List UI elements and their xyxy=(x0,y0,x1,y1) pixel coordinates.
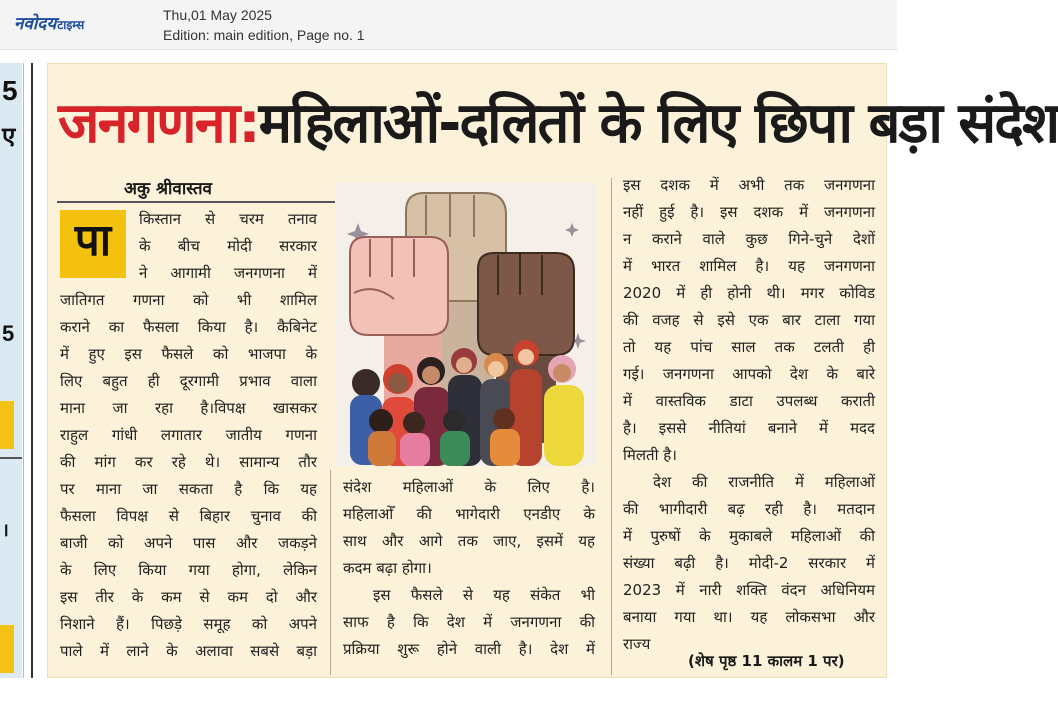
byline-rule xyxy=(57,201,335,203)
text-line: ने आगामी जनगणना में xyxy=(139,264,317,282)
adjacent-article-background xyxy=(0,63,22,678)
raised-fists-illustration xyxy=(336,183,595,466)
text-line: गई। जनगणना आपको देश के बारे xyxy=(623,365,875,383)
headline-keyword: जनगणना: xyxy=(58,91,259,156)
text-line: माना जा रहा है।विपक्ष खासकर xyxy=(60,399,317,417)
adjacent-article-strip xyxy=(0,63,24,678)
adjacent-fragment-3: 5 xyxy=(2,321,15,346)
text-line: 2023 में नारी शक्ति वंदन अधिनियम xyxy=(623,581,875,599)
edition-name-page: Edition: main edition, Page no. 1 xyxy=(163,27,365,43)
text-line: में हुए इस फैसले को भाजपा के xyxy=(60,345,317,363)
text-line: इस दशक में अभी तक जनगणना xyxy=(623,176,875,194)
text-line: बनाया गया था। यह लोकसभा और xyxy=(623,608,875,626)
edition-info xyxy=(163,5,365,45)
page-column-rule xyxy=(31,63,33,678)
text-line: लिए बहुत ही दूरगामी प्रभाव वाला xyxy=(60,372,317,390)
text-line: पर माना जा सकता है कि यह xyxy=(60,480,317,498)
text-line: संख्या बढ़ी है। मोदी-2 सरकार में xyxy=(623,554,875,572)
drop-cap: पा xyxy=(60,210,126,278)
headline-rest: महिलाओं-दलितों के लिए छिपा बड़ा संदेश xyxy=(258,91,1058,156)
top-header-bar xyxy=(0,0,897,50)
text-line: जातिगत गणना को भी शामिल xyxy=(60,291,317,309)
text-line: की वजह से इसे एक बार टाला गया xyxy=(623,311,875,329)
text-line: में पुरुषों के मुकाबले महिलाओं की xyxy=(623,527,875,545)
sparkle-icon xyxy=(565,223,579,237)
text-line: राहुल गांधी लगातार जातीय गणना xyxy=(60,426,317,444)
text-line: में भारत शामिल है। यह जनगणना xyxy=(623,257,875,275)
text-line: की भागीदारी बढ़ रही है। मतदान xyxy=(623,500,875,518)
text-line: के बीच मोदी सरकार xyxy=(139,237,317,255)
text-line: पाले में लाने के अलावा सबसे बड़ा xyxy=(60,642,317,660)
text-line: इस फैसले से यह संकेत भी xyxy=(373,586,595,604)
text-line: नहीं हुई है। इस दशक में जनगणना xyxy=(623,203,875,221)
article-headline xyxy=(58,85,1058,165)
adjacent-yellow-block-1 xyxy=(0,401,14,449)
column-divider-1 xyxy=(330,470,331,675)
text-line: है। इससे नीतियां बनाने में मदद xyxy=(623,419,875,437)
edition-date: Thu,01 May 2025 xyxy=(163,7,272,23)
adjacent-fragment-1: 5 xyxy=(2,75,18,106)
text-line: किस्तान से चरम तनाव xyxy=(139,210,317,228)
column-1-body xyxy=(60,287,317,665)
continued-on-page-link[interactable]: (शेष पृष्ठ 11 कालम 1 पर) xyxy=(688,652,845,670)
text-line: 2020 में ही होनी थी। मगर कोविड xyxy=(623,284,875,302)
adjacent-fragment-4: । xyxy=(2,520,9,540)
article-illustration xyxy=(336,183,595,466)
column-divider-2 xyxy=(611,178,612,675)
logo-main-text: नवोदय xyxy=(14,14,57,34)
text-line: साफ है कि देश में जनगणना की xyxy=(343,613,595,631)
text-line: साथ और आगे तक जाए, इसमें यह xyxy=(343,532,595,550)
column-1-top xyxy=(139,206,317,287)
text-line: फैसला विपक्ष से बिहार चुनाव की xyxy=(60,507,317,525)
logo-sub-text: टाइम्स xyxy=(57,18,85,32)
column-3-body xyxy=(623,172,875,658)
newspaper-logo[interactable] xyxy=(14,11,84,34)
text-line: मिलती है। xyxy=(623,446,677,464)
column-2-body xyxy=(343,474,595,663)
text-line: तो यह पांच साल तक टलती ही xyxy=(623,338,875,356)
text-line: देश की राजनीति में महिलाओं xyxy=(653,473,875,491)
text-line: कदम बढ़ा होगा। xyxy=(343,559,432,577)
text-line: प्रक्रिया शुरू होने वाली है। देश में xyxy=(343,640,595,658)
adjacent-fragment-2: ए xyxy=(2,123,16,150)
text-line: संदेश महिलाओं के लिए है। xyxy=(343,478,595,496)
text-line: निशाने हैं। पिछड़े समूह को अपने xyxy=(60,615,317,633)
article-byline: अकु श्रीवास्तव xyxy=(124,179,213,199)
text-line: महिलाओँ की भागेदारी एनडीए के xyxy=(343,505,595,523)
text-line: के लिए किया गया होगा, लेकिन xyxy=(60,561,317,579)
text-line: में वास्तविक डाटा उपलब्ध कराती xyxy=(623,392,875,410)
text-line: न कराने वाले कुछ गिने-चुने देशों xyxy=(623,230,875,248)
text-line: की मांग कर रहे थे। सामान्य तौर xyxy=(60,453,317,471)
text-line: राज्य xyxy=(623,635,651,653)
text-line: बाजी को अपने पास और जकड़ने xyxy=(60,534,317,552)
text-line: इस तीर के कम से कम दो और xyxy=(60,588,317,606)
adjacent-divider xyxy=(0,457,22,459)
adjacent-yellow-block-2 xyxy=(0,625,14,673)
text-line: कराने का फैसला किया है। कैबिनेट xyxy=(60,318,317,336)
